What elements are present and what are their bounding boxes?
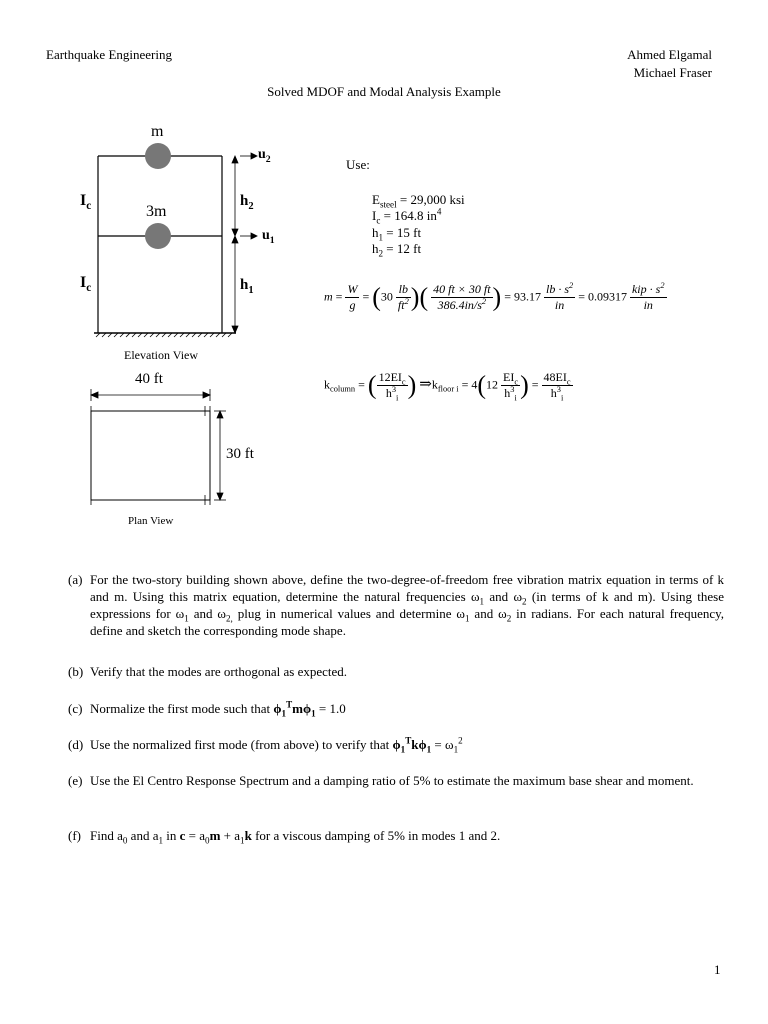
mass-bottom-label: 3m [146,203,167,220]
column-label-lower: $I_c$ [80,274,92,295]
u1-label: $u_1$ [262,228,275,246]
course-title: Earthquake Engineering [46,47,172,62]
plan-caption: Plan View [128,515,174,527]
h2-line: $h_2 = 12$ ft [372,241,422,259]
question-e: (e) Use the El Centro Response Spectrum and a damping ratio of 5% to estimate the maximum base shear and moment. [68,773,694,788]
question-a: (a) For the two-story building shown above, define the two-degree-of-freedom free vibration matrix equation in terms of k and m. Using this matrix equation, determine the natural frequencies $\omega_1$ and $\omega_2$ (in terms of k and m). Using these expressions for $\omega_1$ and $\omega_{2,}$ plug in numerical values and determine $\omega_1$ and $\omega_2$ in radians. For each natural frequency, define and sketch the corresponding mode shape. [68,572,725,638]
mass-equation: m = $\frac{W}{g}$ = (30 $\frac{lb}{ft^2}$ )( $\frac{40 ft \times 30 ft}{386.4in/s^2}$ ) = 93.17 $\frac{lb \cdot s^2}{in}$ = 0.09317 $\frac{kip \cdot s^2}{in}$ [324,281,665,312]
mass-top [145,143,171,169]
author-1: Ahmed Elgamal [627,47,712,62]
question-f: (f) Find $a_0$ and $a_1$ in $c = a_0m + a_1k$ for a viscous damping of 5% in modes 1 and 2. [68,828,501,846]
plan-view-diagram [80,385,240,515]
question-b: (b) Verify that the modes are orthogonal as expected. [68,664,348,679]
plan-depth-dimension [214,411,226,500]
column-label-upper: $I_c$ [80,192,92,213]
plan-width-label: 40 ft [135,371,163,387]
elevation-caption: Elevation View [124,348,199,362]
ic-line: $I_c = 164.8$ $in^4$ [372,206,442,226]
height-label-lower: $h_1$ [240,277,254,296]
author-2: Michael Fraser [633,65,712,80]
plan-rectangle [91,411,210,500]
stiffness-equation: $k_{column}$ = ( $\frac{12EI_c}{h^3_i}$ ) $\Rightarrow k_{floor i} = 4(12$ $\frac{EI_c}{h^3_i}$ ) = $\frac{48EI_c}{h^3_i}$ [324,370,571,403]
mass-bottom [145,223,171,249]
mass-top-label: m [151,123,164,140]
plan-width-dimension [91,389,210,401]
question-d: (d) Use the normalized first mode (from above) to verify that $\phi_1^Tk\phi_1 = \omega_1^2$ [68,735,463,755]
page-number: 1 [714,962,721,977]
h1-line: $h_1 = 15$ ft [372,225,422,243]
esteel-line: $E_{steel} = 29,000$ ksi [372,192,465,210]
u2-label: $u_2$ [258,147,271,165]
question-c: (c) Normalize the first mode such that $\phi_1^Tm\phi_1 = 1.0$ [68,699,346,719]
use-label: Use: [346,157,370,172]
plan-depth-label: 30 ft [226,446,254,462]
document-title: Solved MDOF and Modal Analysis Example [267,84,501,99]
height-label-upper: $h_2$ [240,193,254,212]
plan-ticks [91,406,210,505]
height-dimension [232,156,238,333]
